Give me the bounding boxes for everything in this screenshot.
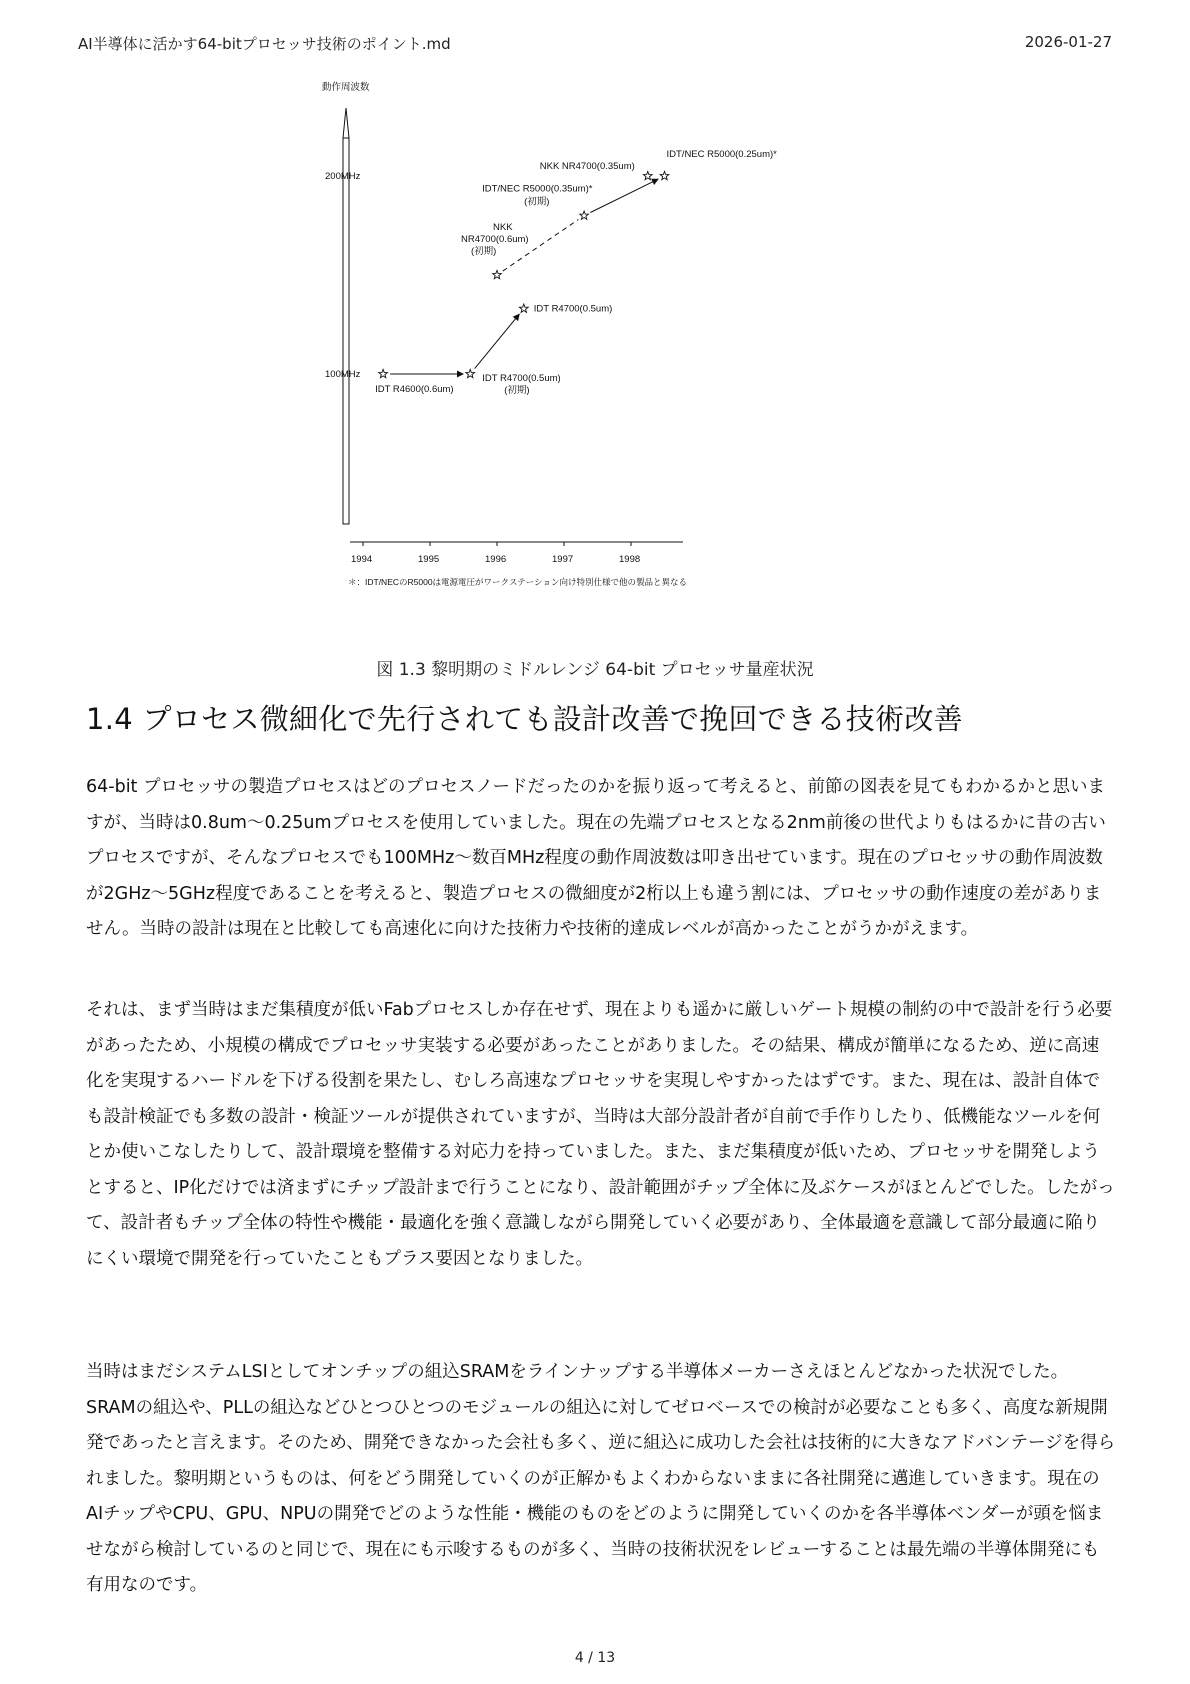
y-tick-label: 200MHz bbox=[325, 171, 361, 182]
point-sublabel: (初期) bbox=[471, 246, 497, 257]
data-point-star bbox=[466, 369, 475, 377]
point-label: IDT R4700(0.5um) bbox=[482, 373, 561, 384]
data-point-star bbox=[493, 270, 502, 278]
chart-arrows bbox=[390, 179, 658, 374]
figure-caption: 図 1.3 黎明期のミドルレンジ 64-bit プロセッサ量産状況 bbox=[376, 660, 814, 680]
point-label: NKK bbox=[493, 222, 513, 233]
y-tick-label: 100MHz bbox=[325, 369, 361, 380]
point-label: IDT R4700(0.5um) bbox=[533, 303, 613, 315]
point-label: IDT/NEC R5000(0.25um)* bbox=[666, 149, 777, 160]
paragraph-text: 当時はまだシステムLSIとしてオンチップの組込SRAMをラインナップする半導体メーカーさえほとんどなかった状況でした。SRAMの組込や、PLLの組込などひとつひとつのモジュールの組込に対してゼロベースでの検討が必要なことも多く、高度な新規開発であったと言えます。そのため、開発できなかった会社も多く、逆に組込に成功した会社は技術的に大きなアドバンテージを得られました。黎明期というものは、何をどう開発していくのが正解かもよくわからないままに各社開発に邁進していきます。現在のAIチップやCPU、GPU、NPUの開発でどのような性能・機能のものをどのように開発していくのかを各半導体ベンダーが頭を悩ませながら検討しているのと同じで、現在にも示唆するものが多く、当時の技術状況をレビューすることは最先端の半導体開発にも有用なのです。 bbox=[86, 1362, 1116, 1595]
y-axis-arrowhead bbox=[343, 108, 349, 138]
trend-arrow bbox=[590, 179, 658, 212]
paragraph-text: それは、まず当時はまだ集積度が低いFabプロセスしか存在せず、現在よりも遥かに厳しいゲート規模の制約の中で設計を行う必要があったため、小規模の構成でプロセッサ実装する必要があったことがありました。その結果、構成が簡単になるため、逆に高速化を実現するハードルを下げる役割を果たし、むしろ高速なプロセッサを実現しやすかったはずです。また、現在は、設計自体でも設計検証でも多数の設計・検証ツールが提供されていますが、当時は大部分設計者が自前で手作りしたり、低機能なツールを何とか使いこなしたりして、設計環境を整備する対応力を持っていました。また、まだ集積度が低いため、プロセッサを開発しようとすると、IP化だけでは済まずにチップ設計まで行うことになり、設計範囲がチップ全体に及ぶケースがほとんどでした。したがって、設計者もチップ全体の特性や機能・最適化を強く意識しながら開発していく必要があり、全体最適を意識して部分最適に陥りにくい環境で開発を行っていたこともプラス要因となりました。 bbox=[86, 1000, 1115, 1269]
point-label: NR4700(0.6um) bbox=[461, 234, 529, 245]
chart-labels bbox=[375, 149, 777, 396]
print-date: 2026-01-27 bbox=[1024, 33, 1112, 51]
data-point-star bbox=[519, 304, 528, 312]
data-point-star bbox=[379, 369, 388, 377]
paragraph-1 bbox=[86, 770, 1116, 948]
document-title: AI半導体に活かす64-bitプロセッサ技術のポイント.md bbox=[78, 35, 451, 53]
y-axis-label: 動作周波数 bbox=[322, 82, 370, 93]
point-label: IDT/NEC R5000(0.35um)* bbox=[482, 183, 593, 195]
paragraph-text: 64-bit プロセッサの製造プロセスはどのプロセスノードだったのかを振り返って考えると、前節の図表を見てもわかるかと思いますが、当時は0.8um～0.25umプロセスを使用していました。現在の先端プロセスとなる2nm前後の世代よりもはるかに昔の古いプロセスですが、そんなプロセスでも100MHz～数百MHz程度の動作周波数は叩き出せています。現在のプロセッサの動作周波数が2GHz～5GHz程度であることを考えると、製造プロセスの微細度が2桁以上も違う割には、プロセッサの動作速度の差がありません。当時の設計は現在と比較しても高速化に向けた技術力や技術的達成レベルが高かったことがうかがえます。 bbox=[86, 777, 1106, 939]
section-title: 1.4 プロセス微細化で先行されても設計改善で挽回できる技術改善 bbox=[86, 702, 963, 736]
chart-footnote: ＊：IDT/NECのR5000は電源電圧がワークステーション向け特別仕様で他の製品と異なる bbox=[348, 577, 687, 587]
x-tick-label: 1994 bbox=[351, 554, 373, 565]
x-tick-label: 1997 bbox=[552, 554, 574, 565]
paragraph-2 bbox=[86, 993, 1116, 1277]
point-label: IDT R4600(0.6um) bbox=[375, 384, 454, 395]
y-axis-bar bbox=[343, 138, 349, 524]
point-sublabel: (初期) bbox=[524, 196, 550, 208]
point-label: NKK NR4700(0.35um) bbox=[539, 161, 635, 172]
data-point-star bbox=[643, 171, 652, 179]
x-tick-label: 1995 bbox=[418, 554, 440, 565]
page-number: 4 / 13 bbox=[574, 1650, 616, 1666]
chart-axes bbox=[325, 108, 683, 565]
data-point-star bbox=[580, 211, 589, 219]
point-sublabel: (初期) bbox=[504, 385, 530, 396]
data-point-star bbox=[660, 171, 669, 179]
x-tick-label: 1998 bbox=[619, 554, 641, 565]
trend-arrow bbox=[475, 314, 520, 369]
trend-arrow bbox=[503, 220, 579, 272]
x-tick-label: 1996 bbox=[485, 554, 507, 565]
paragraph-3 bbox=[86, 1355, 1116, 1604]
frequency-chart bbox=[320, 78, 800, 598]
